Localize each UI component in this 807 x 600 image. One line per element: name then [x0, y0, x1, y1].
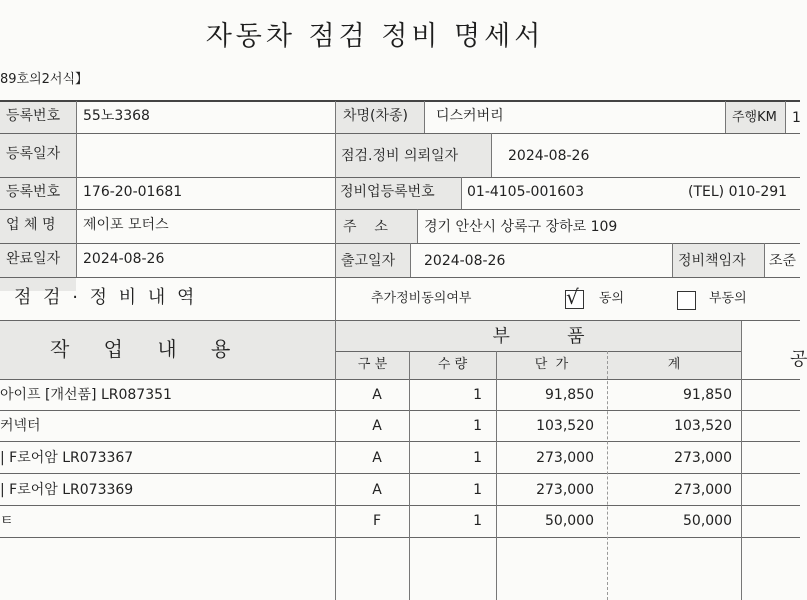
- item-type: F: [372, 513, 382, 529]
- disagree-checkbox[interactable]: [677, 291, 696, 310]
- release-date-value: 2024-08-26: [424, 253, 506, 269]
- complete-date-value: 2024-08-26: [83, 251, 165, 267]
- release-date-label: 출고일자: [341, 253, 396, 269]
- rule: [0, 473, 800, 474]
- item-total: 273,000: [674, 450, 732, 466]
- rule: [461, 177, 462, 209]
- inspection-request-label: 점검.정비 의뢰일자: [341, 148, 459, 164]
- rule: [0, 133, 800, 134]
- rule: [764, 243, 765, 277]
- rule: [0, 100, 800, 102]
- rule: [0, 410, 800, 411]
- item-description: | F로어암 LR073367: [0, 450, 134, 466]
- item-total: 50,000: [683, 513, 732, 529]
- manager-value: 조준: [769, 253, 797, 269]
- item-type: A: [372, 482, 382, 498]
- check-icon: √: [566, 285, 579, 309]
- item-unit-price: 91,850: [545, 387, 594, 403]
- work-header: 작 업 내 용: [50, 337, 245, 361]
- reg-no-value: 55노3368: [83, 108, 150, 124]
- address-value: 경기 안산시 상록구 장하로 109: [424, 219, 618, 235]
- address-label: 주 소: [343, 219, 388, 235]
- complete-date-label: 완료일자: [6, 251, 61, 267]
- col-type: 구 분: [357, 357, 388, 372]
- car-name-value: 디스커버리: [436, 108, 504, 124]
- item-unit-price: 273,000: [536, 450, 594, 466]
- rule: [0, 209, 800, 210]
- rule: [0, 277, 800, 278]
- item-unit-price: 103,520: [536, 418, 594, 434]
- section-title: 점 검 · 정 비 내 역: [14, 287, 198, 308]
- item-qty: 1: [473, 513, 482, 529]
- col-total: 계: [667, 357, 681, 372]
- rule: [741, 321, 742, 600]
- item-type: A: [372, 387, 382, 403]
- rule: [0, 537, 800, 538]
- rule: [0, 177, 800, 178]
- rule: [725, 101, 726, 133]
- col-qty: 수 량: [437, 357, 468, 372]
- item-qty: 1: [473, 482, 482, 498]
- item-total: 91,850: [683, 387, 732, 403]
- agree-label: 동의: [599, 291, 625, 306]
- reg-no-label: 등록번호: [6, 108, 61, 124]
- manager-label: 정비책임자: [678, 253, 746, 269]
- rule: [0, 441, 800, 442]
- item-total: 103,520: [674, 418, 732, 434]
- rule: [491, 133, 492, 177]
- rule: [0, 320, 800, 321]
- item-description: | F로어암 LR073369: [0, 482, 134, 498]
- item-type: A: [372, 450, 382, 466]
- form-number: 89호의2서식】: [0, 72, 89, 87]
- labor-header: 공: [790, 349, 807, 370]
- item-description: 아이프 [개선품] LR087351: [0, 387, 172, 403]
- rule: [424, 101, 425, 133]
- shop-reg-label: 정비업등록번호: [340, 184, 435, 200]
- rule: [0, 379, 800, 380]
- shop-reg-value: 01-4105-001603: [467, 184, 584, 200]
- company-value: 제이포 모터스: [83, 217, 169, 233]
- rule: [410, 243, 411, 277]
- disagree-label: 부동의: [709, 291, 747, 306]
- parts-header: 부 품: [492, 326, 585, 347]
- rule: [785, 101, 786, 133]
- item-description: 커넥터: [0, 418, 41, 434]
- item-type: A: [372, 418, 382, 434]
- item-qty: 1: [473, 387, 482, 403]
- company-label: 업 체 명: [6, 217, 56, 233]
- document-title: 자동차 점검 정비 명세서: [205, 21, 545, 52]
- biz-no-value: 176-20-01681: [83, 184, 183, 200]
- item-unit-price: 273,000: [536, 482, 594, 498]
- item-qty: 1: [473, 450, 482, 466]
- mileage-value: 1: [792, 110, 801, 126]
- rule: [336, 351, 741, 352]
- item-total: 273,000: [674, 482, 732, 498]
- biz-no-label: 등록번호: [6, 184, 61, 200]
- rule: [672, 243, 673, 277]
- col-unit-price: 단 가: [534, 357, 569, 372]
- shop-tel: (TEL) 010-291: [688, 184, 788, 200]
- rule: [417, 209, 418, 243]
- rule: [76, 101, 77, 277]
- inspection-request-date: 2024-08-26: [508, 148, 590, 164]
- item-unit-price: 50,000: [545, 513, 594, 529]
- rule: [0, 505, 800, 506]
- car-name-label: 차명(차종): [343, 108, 409, 124]
- item-description: ㅌ: [0, 513, 14, 529]
- reg-date-label: 등록일자: [6, 146, 61, 162]
- rule: [0, 243, 800, 244]
- mileage-label: 주행KM: [732, 110, 777, 125]
- extra-consent-label: 추가정비동의여부: [371, 291, 472, 306]
- item-qty: 1: [473, 418, 482, 434]
